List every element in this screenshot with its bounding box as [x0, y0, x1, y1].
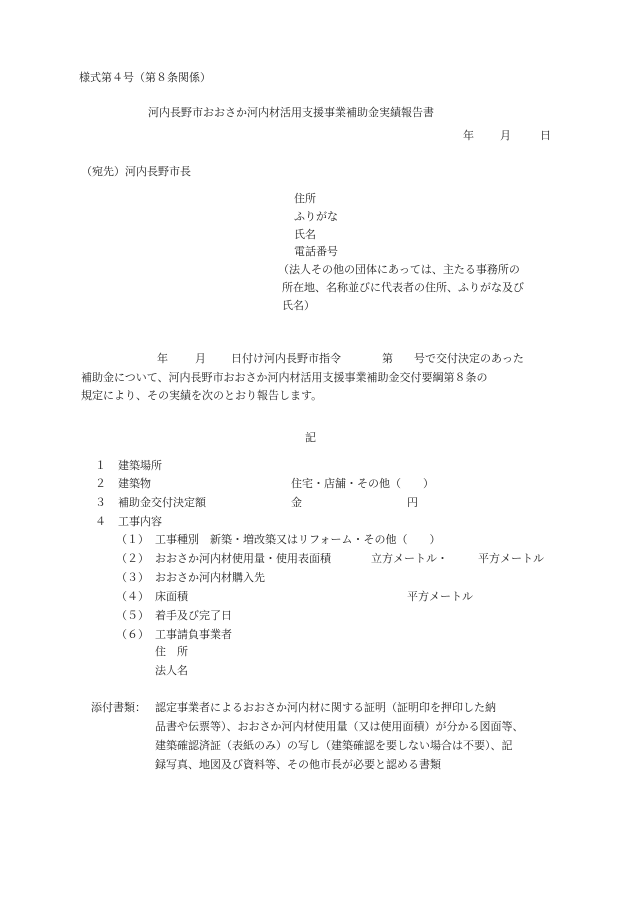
applicant-phone-label: 電話番号: [294, 245, 338, 258]
floor-area-unit: 平方メートル: [407, 590, 473, 603]
attachments-line: 認定事業者によるおおさか河内材に関する証明（証明印を押印した納: [155, 701, 496, 714]
applicant-note-line: 所在地、名称並びに代表者の住所、ふりがな及び: [282, 281, 524, 294]
attachments-label: 添付書類：: [91, 701, 146, 714]
date-year-label: 年: [463, 129, 474, 142]
sub-item-construction-type: 工事種別 新築・増改築又はリフォーム・その他（ ）: [155, 533, 441, 546]
body-year: 年: [157, 352, 168, 365]
item-number: ３: [95, 496, 106, 509]
applicant-address-label: 住所: [294, 192, 316, 205]
document-title: 河内長野市おおさか河内材活用支援事業補助金実績報告書: [148, 106, 434, 119]
item-building-value: 住宅・店舗・その他（ ）: [291, 477, 434, 490]
item-label-construction-details: 工事内容: [118, 515, 162, 528]
sub-item-number: （２）: [116, 552, 149, 565]
applicant-note-line: （法人その他の団体にあっては、主たる事務所の: [278, 263, 520, 276]
ki-heading: 記: [305, 431, 316, 444]
date-day-label: 日: [540, 129, 551, 142]
sub-item-wood-supplier: おおさか河内材購入先: [155, 571, 265, 584]
sub-item-number: （３）: [116, 571, 149, 584]
sub-item-number: （１）: [116, 533, 149, 546]
sub-item-wood-usage: おおさか河内材使用量・使用表面積: [155, 552, 331, 565]
attachments-line: 録写真、地図及び資料等、その他市長が必要と認める書類: [155, 758, 441, 771]
wood-usage-unit-square: 平方メートル: [478, 552, 544, 565]
contractor-corp-name-label: 法人名: [155, 664, 188, 677]
body-line3: 規定により、その実績を次のとおり報告します。: [81, 389, 323, 402]
sub-item-number: （４）: [116, 590, 149, 603]
date-month-label: 月: [500, 129, 511, 142]
body-month: 月: [195, 352, 206, 365]
addressee: （宛先）河内長野市長: [81, 165, 191, 178]
item-label-construction-site: 建築場所: [118, 459, 162, 472]
subsidy-currency-label: 金: [291, 496, 302, 509]
item-label-building: 建築物: [118, 477, 151, 490]
body-number-prefix: 第: [382, 352, 393, 365]
item-number: ４: [95, 515, 106, 528]
item-label-subsidy-amount: 補助金交付決定額: [118, 496, 206, 509]
attachments-line: 品書や伝票等）、おおさか河内材使用量（又は使用面積）が分かる図面等、: [155, 720, 524, 733]
applicant-furigana-label: ふりがな: [294, 210, 338, 223]
subsidy-unit-label: 円: [407, 496, 418, 509]
wood-usage-unit-cubic: 立方メートル・: [371, 552, 448, 565]
item-number: ２: [95, 477, 106, 490]
applicant-note-line: 氏名）: [282, 299, 315, 312]
body-date-suffix: 日付け河内長野市指令: [231, 352, 341, 365]
attachments-line: 建築確認済証（表紙のみ）の写し（建築確認を要しない場合は不要）、記: [155, 739, 513, 752]
body-line1-rest: 号で交付決定のあった: [414, 352, 524, 365]
contractor-address-label: 住 所: [155, 645, 188, 658]
sub-item-number: （６）: [116, 628, 149, 641]
sub-item-number: （５）: [116, 609, 149, 622]
applicant-name-label: 氏名: [294, 228, 316, 241]
sub-item-start-completion: 着手及び完了日: [155, 609, 232, 622]
item-number: １: [95, 459, 106, 472]
form-number: 様式第４号（第８条関係）: [79, 71, 211, 84]
body-line2: 補助金について、河内長野市おおさか河内材活用支援事業補助金交付要綱第８条の: [81, 371, 488, 384]
sub-item-floor-area: 床面積: [155, 590, 188, 603]
sub-item-contractor: 工事請負事業者: [155, 628, 232, 641]
